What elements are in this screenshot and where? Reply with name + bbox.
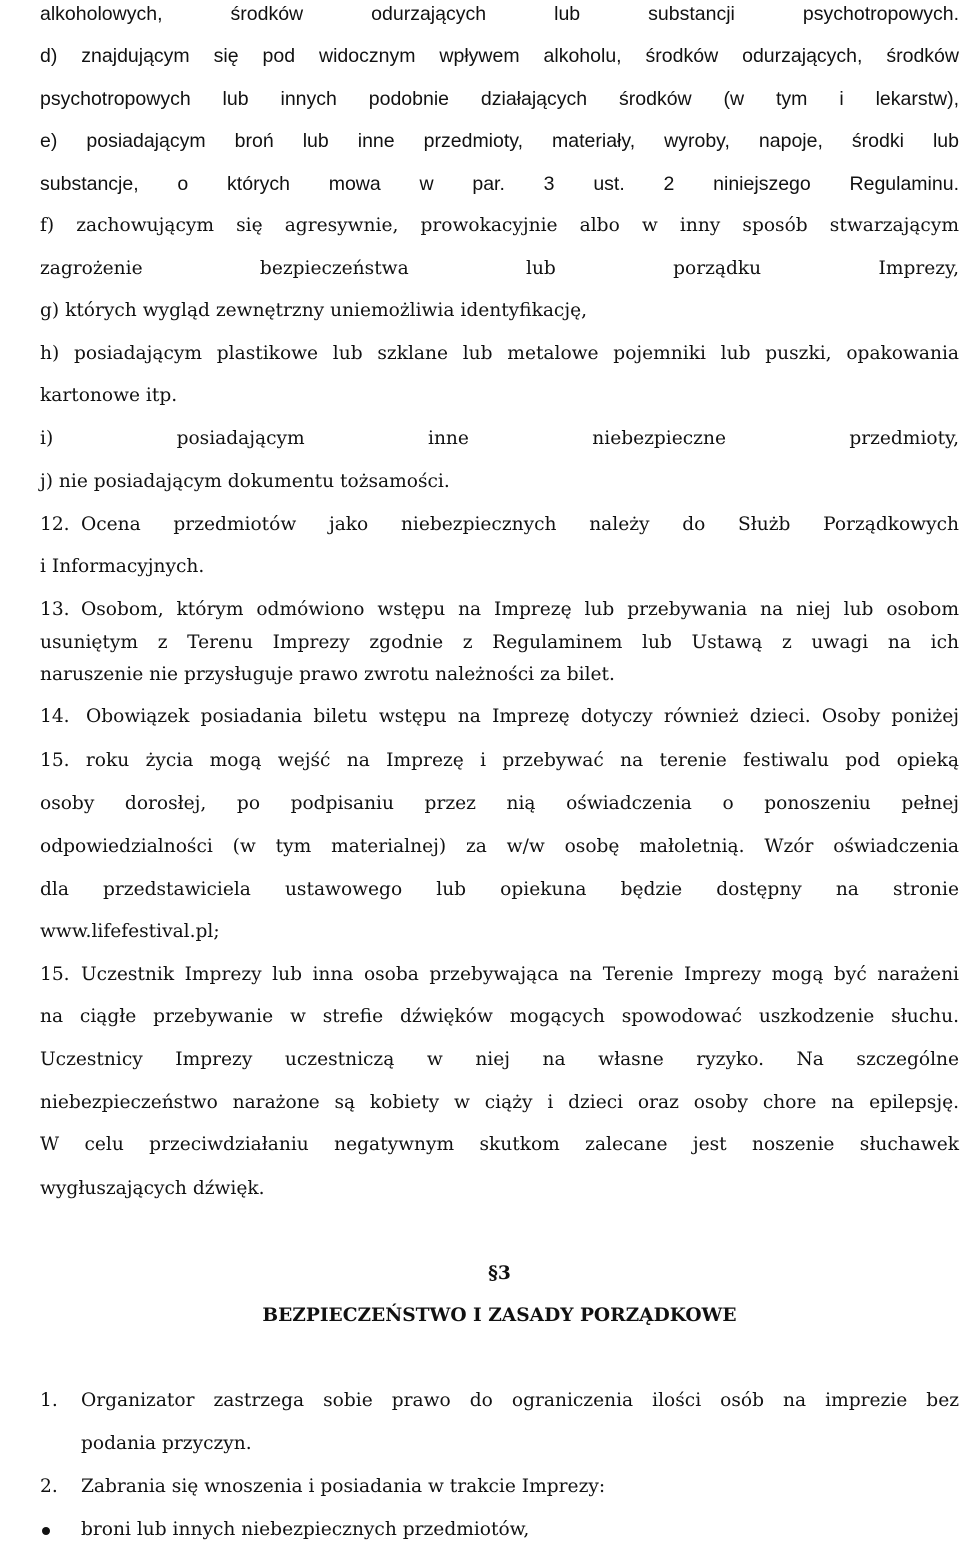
item-text: broni lub innych niebezpiecznych przedmiotów,: [81, 1519, 530, 1540]
text-line: i Informacyjnych.: [40, 556, 205, 577]
item-number: 12.: [40, 514, 70, 535]
item-text: Obowiązek posiadania biletu wstępu na Imprezę dotyczy również dzieci. Osoby poniżej: [86, 706, 959, 727]
text-line: dla przedstawiciela ustawowego lub opiekuna będzie dostępny na stronie: [40, 879, 959, 900]
text-line: alkoholowych, środków odurzających lub substancji psychotropowych.: [40, 3, 959, 25]
text-line: W celu przeciwdziałaniu negatywnym skutkom zalecane jest noszenie słuchawek: [40, 1134, 959, 1155]
text-line: na ciągłe przebywanie w strefie dźwięków mogących spowodować uszkodzenie słuchu.: [40, 1006, 959, 1027]
item-number: 2.: [40, 1476, 58, 1497]
text-line: naruszenie nie przysługuje prawo zwrotu należności za bilet.: [40, 664, 615, 685]
item-text: Zabrania się wnoszenia i posiadania w trakcie Imprezy:: [81, 1476, 606, 1497]
text-line: d) znajdującym się pod widocznym wpływem alkoholu, środków odurzających, środków: [40, 45, 959, 67]
text-line: kartonowe itp.: [40, 385, 178, 406]
section-number: §3: [488, 1263, 511, 1284]
text-line: j) nie posiadającym dokumentu tożsamości.: [40, 471, 450, 492]
text-line: wygłuszających dźwięk.: [40, 1178, 265, 1199]
text-line: psychotropowych lub innych podobnie działających środków (w tym i lekarstw),: [40, 88, 959, 110]
item-number: 14.: [40, 706, 70, 727]
text-line: osoby dorosłej, po podpisaniu przez nią oświadczenia o ponoszeniu pełnej: [40, 793, 959, 814]
item-number: 13.: [40, 599, 70, 620]
item-text: Organizator zastrzega sobie prawo do ograniczenia ilości osób na imprezie bez: [81, 1390, 959, 1411]
text-line: g) których wygląd zewnętrzny uniemożliwia identyfikację,: [40, 300, 588, 321]
item-number: 15.: [40, 964, 70, 985]
text-line: zagrożenie bezpieczeństwa lub porządku Imprezy,: [40, 258, 959, 279]
text-line: substancje, o których mowa w par. 3 ust. 2 niniejszego Regulaminu.: [40, 173, 959, 195]
text-line: niebezpieczeństwo narażone są kobiety w ciąży i dzieci oraz osoby chore na epilepsję.: [40, 1092, 959, 1113]
text-line: 15. roku życia mogą wejść na Imprezę i przebywać na terenie festiwalu pod opieką: [40, 750, 959, 771]
item-text: Osobom, którym odmówiono wstępu na Imprezę lub przebywania na niej lub osobom: [81, 599, 959, 620]
text-line: f) zachowującym się agresywnie, prowokacyjnie albo w inny sposób stwarzającym: [40, 215, 959, 236]
item-text: Ocena przedmiotów jako niebezpiecznych należy do Służb Porządkowych: [81, 514, 959, 535]
text-line: h) posiadającym plastikowe lub szklane lub metalowe pojemniki lub puszki, opakowania: [40, 343, 959, 364]
text-line: www.lifefestival.pl;: [40, 921, 220, 942]
bullet-icon: [42, 1527, 50, 1535]
text-line: odpowiedzialności (w tym materialnej) za w/w osobę małoletnią. Wzór oświadczenia: [40, 836, 959, 857]
text-line: Uczestnicy Imprezy uczestniczą w niej na własne ryzyko. Na szczególne: [40, 1049, 959, 1070]
item-number: 1.: [40, 1390, 58, 1411]
text-line: e) posiadającym broń lub inne przedmioty, materiały, wyroby, napoje, środki lub: [40, 130, 959, 152]
section-title: BEZPIECZEŃSTWO I ZASADY PORZĄDKOWE: [262, 1305, 737, 1326]
item-text: Uczestnik Imprezy lub inna osoba przebywająca na Terenie Imprezy mogą być narażeni: [81, 964, 959, 985]
text-line: usuniętym z Terenu Imprezy zgodnie z Regulaminem lub Ustawą z uwagi na ich: [40, 632, 959, 653]
text-line: i) posiadającym inne niebezpieczne przedmioty,: [40, 428, 959, 449]
item-text: podania przyczyn.: [81, 1433, 252, 1454]
